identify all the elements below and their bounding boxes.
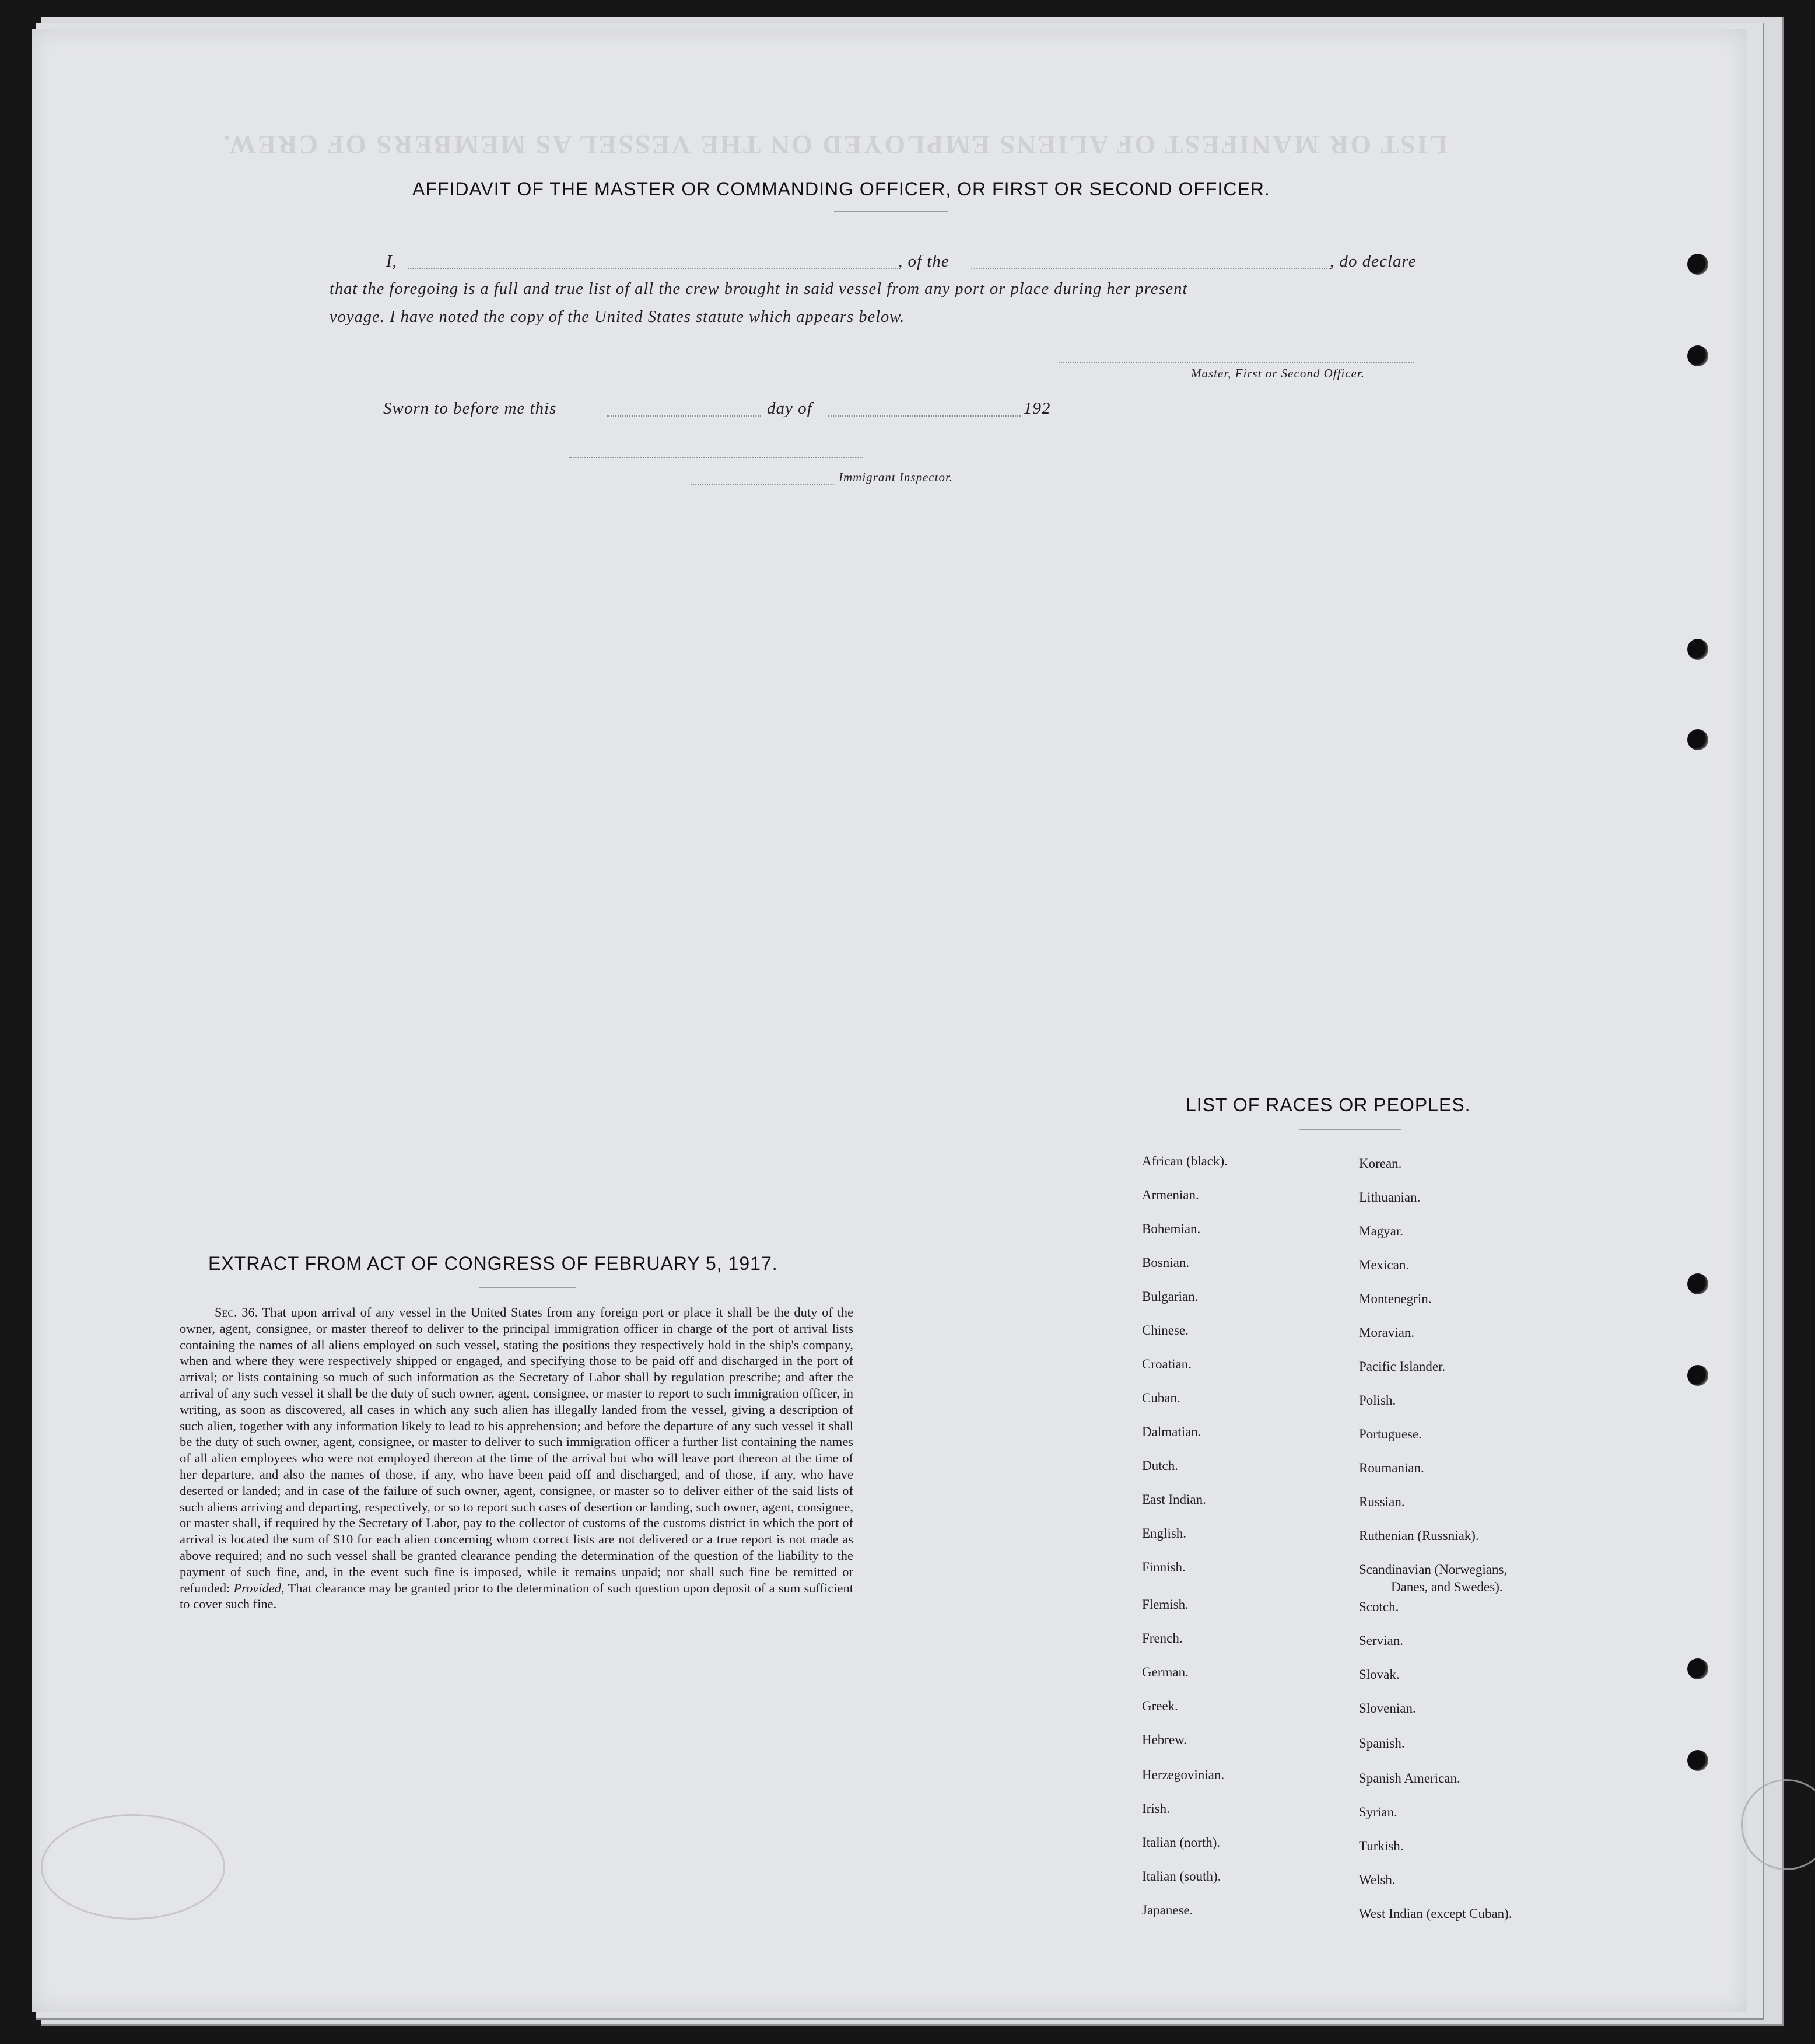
name-field[interactable] xyxy=(408,268,898,270)
master-signature-field[interactable] xyxy=(1059,362,1414,363)
affidavit-line-2: that the foregoing is a full and true list of all the crew brought in said vessel from any port or place during her present xyxy=(330,280,1188,298)
statute-body-part-1: That upon arrival of any vessel in the United States from any foreign port or place it shall be the duty of the owner, agent, consignee, or master thereof to deliver to the principal immigration officer in charge of the port of arrival lists containing the names of all aliens employed on such vessel, stating the positions they respectively hold in the ship's company, when and where they were respectively shipped or engaged, and specifying those to be paid off and discharged in the port of arrival; or lists containing so much of such information as the Secretary of Labor shall by regulation prescribe; and after the arrival of any such vessel it shall be the duty of such owner, agent, consignee, or master to report to such immigration officer, in writing, as soon as discovered, all cases in which any such alien has illegally landed from the vessel, giving a description of such alien, together with any information likely to lead to his apprehension; and before the departure of any such vessel it shall be the duty of such owner, agent, consignee, or master to deliver to such immigration officer a further list containing the names of all alien employees who were not employed thereon at the time of the arrival but who will leave port thereon at the time of her departure, and also the names of those, if any, who have been paid off and discharged, and of those, if any, who have deserted or landed; and in case of the failure of such owner, agent, consignee, or master so to deliver either of the said lists of such aliens arriving and departing, respectively, or so to report such cases of desertion or landing, such owner, agent, consignee, or master shall, if required by the Secretary of Labor, pay to the collector of customs of the customs district in which the port of arrival is located the sum of $10 for each alien concerning whom correct lists are not delivered or a true report is not made as above required; and no such vessel shall be granted clearance pending the determination of the question of the liability to the payment of such fine, and, in the event such fine is imposed, while it remains unpaid; nor shall such fine be remitted or refunded: xyxy=(180,1305,853,1595)
extract-heading: EXTRACT FROM ACT OF CONGRESS OF FEBRUARY 5, 1917. xyxy=(208,1253,778,1274)
race-right-item: Servian. xyxy=(1359,1633,1404,1648)
race-left-item: German. xyxy=(1142,1665,1189,1679)
binder-hole xyxy=(1687,1750,1708,1771)
race-right-item: Slovenian. xyxy=(1359,1701,1416,1716)
races-heading: LIST OF RACES OR PEOPLES. xyxy=(1186,1094,1471,1115)
binder-hole xyxy=(1687,639,1708,660)
race-left-item: Finnish. xyxy=(1142,1560,1186,1574)
inspector-label: Immigrant Inspector. xyxy=(839,470,954,484)
sworn-day-field[interactable] xyxy=(607,415,761,416)
sworn-prefix: Sworn to before me this xyxy=(383,399,557,418)
statute-text xyxy=(180,1304,853,1612)
vessel-field[interactable] xyxy=(971,268,1330,270)
race-left-item: Italian (north). xyxy=(1142,1835,1221,1850)
race-left-item: Bosnian. xyxy=(1142,1255,1190,1270)
race-left-item: Irish. xyxy=(1142,1801,1170,1816)
race-right-item: Montenegrin. xyxy=(1359,1292,1432,1306)
race-right-item: Magyar. xyxy=(1359,1224,1404,1238)
race-right-item: Polish. xyxy=(1359,1393,1396,1408)
race-right-item: Welsh. xyxy=(1359,1873,1396,1887)
race-left-item: Armenian. xyxy=(1142,1188,1199,1202)
affidavit-i: I, xyxy=(386,252,397,271)
master-signature-label: Master, First or Second Officer. xyxy=(1191,366,1365,380)
sworn-year: 192 xyxy=(1024,399,1051,418)
race-right-item: Pacific Islander. xyxy=(1359,1359,1446,1374)
bleed-through-title: LIST OR MANIFEST OF ALIENS EMPLOYED ON THE VESSEL AS MEMBERS OF CREW. xyxy=(222,130,1448,160)
binder-hole xyxy=(1687,729,1708,750)
race-left-item: Bulgarian. xyxy=(1142,1289,1199,1304)
race-left-item: African (black). xyxy=(1142,1154,1228,1168)
race-left-item: French. xyxy=(1142,1631,1183,1646)
race-left-item: Dalmatian. xyxy=(1142,1424,1201,1439)
race-right-item: Danes, and Swedes). xyxy=(1391,1580,1503,1594)
binder-hole xyxy=(1687,254,1708,275)
race-left-item: Bohemian. xyxy=(1142,1222,1201,1236)
binder-hole xyxy=(1687,345,1708,366)
race-left-item: Hebrew. xyxy=(1142,1732,1187,1747)
race-right-item: Korean. xyxy=(1359,1156,1402,1171)
race-right-item: Syrian. xyxy=(1359,1805,1397,1819)
race-right-item: Moravian. xyxy=(1359,1325,1415,1340)
affidavit-of-the: , of the xyxy=(898,252,949,271)
faint-stamp-left xyxy=(41,1814,225,1920)
race-right-item: Scandinavian (Norwegians, xyxy=(1359,1562,1508,1577)
document-sheet xyxy=(32,29,1747,2013)
affidavit-heading-rule xyxy=(834,211,948,212)
race-right-item: West Indian (except Cuban). xyxy=(1359,1906,1512,1921)
race-left-item: Herzegovinian. xyxy=(1142,1768,1225,1782)
race-left-item: East Indian. xyxy=(1142,1492,1206,1507)
race-right-item: Spanish. xyxy=(1359,1736,1405,1751)
binder-hole xyxy=(1687,1273,1708,1294)
extract-heading-rule xyxy=(479,1287,576,1288)
race-left-item: Cuban. xyxy=(1142,1391,1180,1405)
race-right-item: Mexican. xyxy=(1359,1258,1410,1272)
race-right-item: Russian. xyxy=(1359,1494,1405,1509)
race-right-item: Turkish. xyxy=(1359,1839,1404,1853)
affidavit-heading: AFFIDAVIT OF THE MASTER OR COMMANDING OFFICER, OR FIRST OR SECOND OFFICER. xyxy=(412,178,1270,200)
affidavit-line-3: voyage. I have noted the copy of the United States statute which appears below. xyxy=(330,308,905,326)
statute-section-label: Sec. 36. xyxy=(215,1305,258,1320)
affidavit-declare: , do declare xyxy=(1330,252,1417,271)
race-right-item: Portuguese. xyxy=(1359,1427,1422,1441)
race-left-item: Chinese. xyxy=(1142,1323,1189,1338)
race-left-item: Greek. xyxy=(1142,1699,1178,1713)
binder-hole xyxy=(1687,1365,1708,1386)
statute-body-part-2: That clearance may be granted prior to the determination of such question upon deposit of a sum sufficient to cover such fine. xyxy=(180,1580,854,1612)
races-heading-rule xyxy=(1299,1129,1401,1130)
inspector-signature-field[interactable] xyxy=(569,457,863,458)
statute-provided: Provided, xyxy=(233,1580,285,1595)
race-right-item: Lithuanian. xyxy=(1359,1190,1421,1205)
inspector-signature-field-2[interactable] xyxy=(691,484,834,485)
race-left-item: English. xyxy=(1142,1526,1187,1541)
race-left-item: Croatian. xyxy=(1142,1357,1192,1371)
sworn-month-field[interactable] xyxy=(828,415,1021,416)
race-left-item: Flemish. xyxy=(1142,1597,1189,1612)
sworn-day-of: day of xyxy=(767,399,812,418)
binder-hole xyxy=(1687,1658,1708,1679)
race-right-item: Scotch. xyxy=(1359,1600,1399,1614)
race-left-item: Dutch. xyxy=(1142,1458,1178,1473)
race-right-item: Ruthenian (Russniak). xyxy=(1359,1528,1479,1543)
race-left-item: Italian (south). xyxy=(1142,1869,1221,1884)
race-right-item: Spanish American. xyxy=(1359,1771,1460,1786)
race-left-item: Japanese. xyxy=(1142,1903,1193,1917)
race-right-item: Roumanian. xyxy=(1359,1461,1424,1475)
race-right-item: Slovak. xyxy=(1359,1667,1400,1682)
